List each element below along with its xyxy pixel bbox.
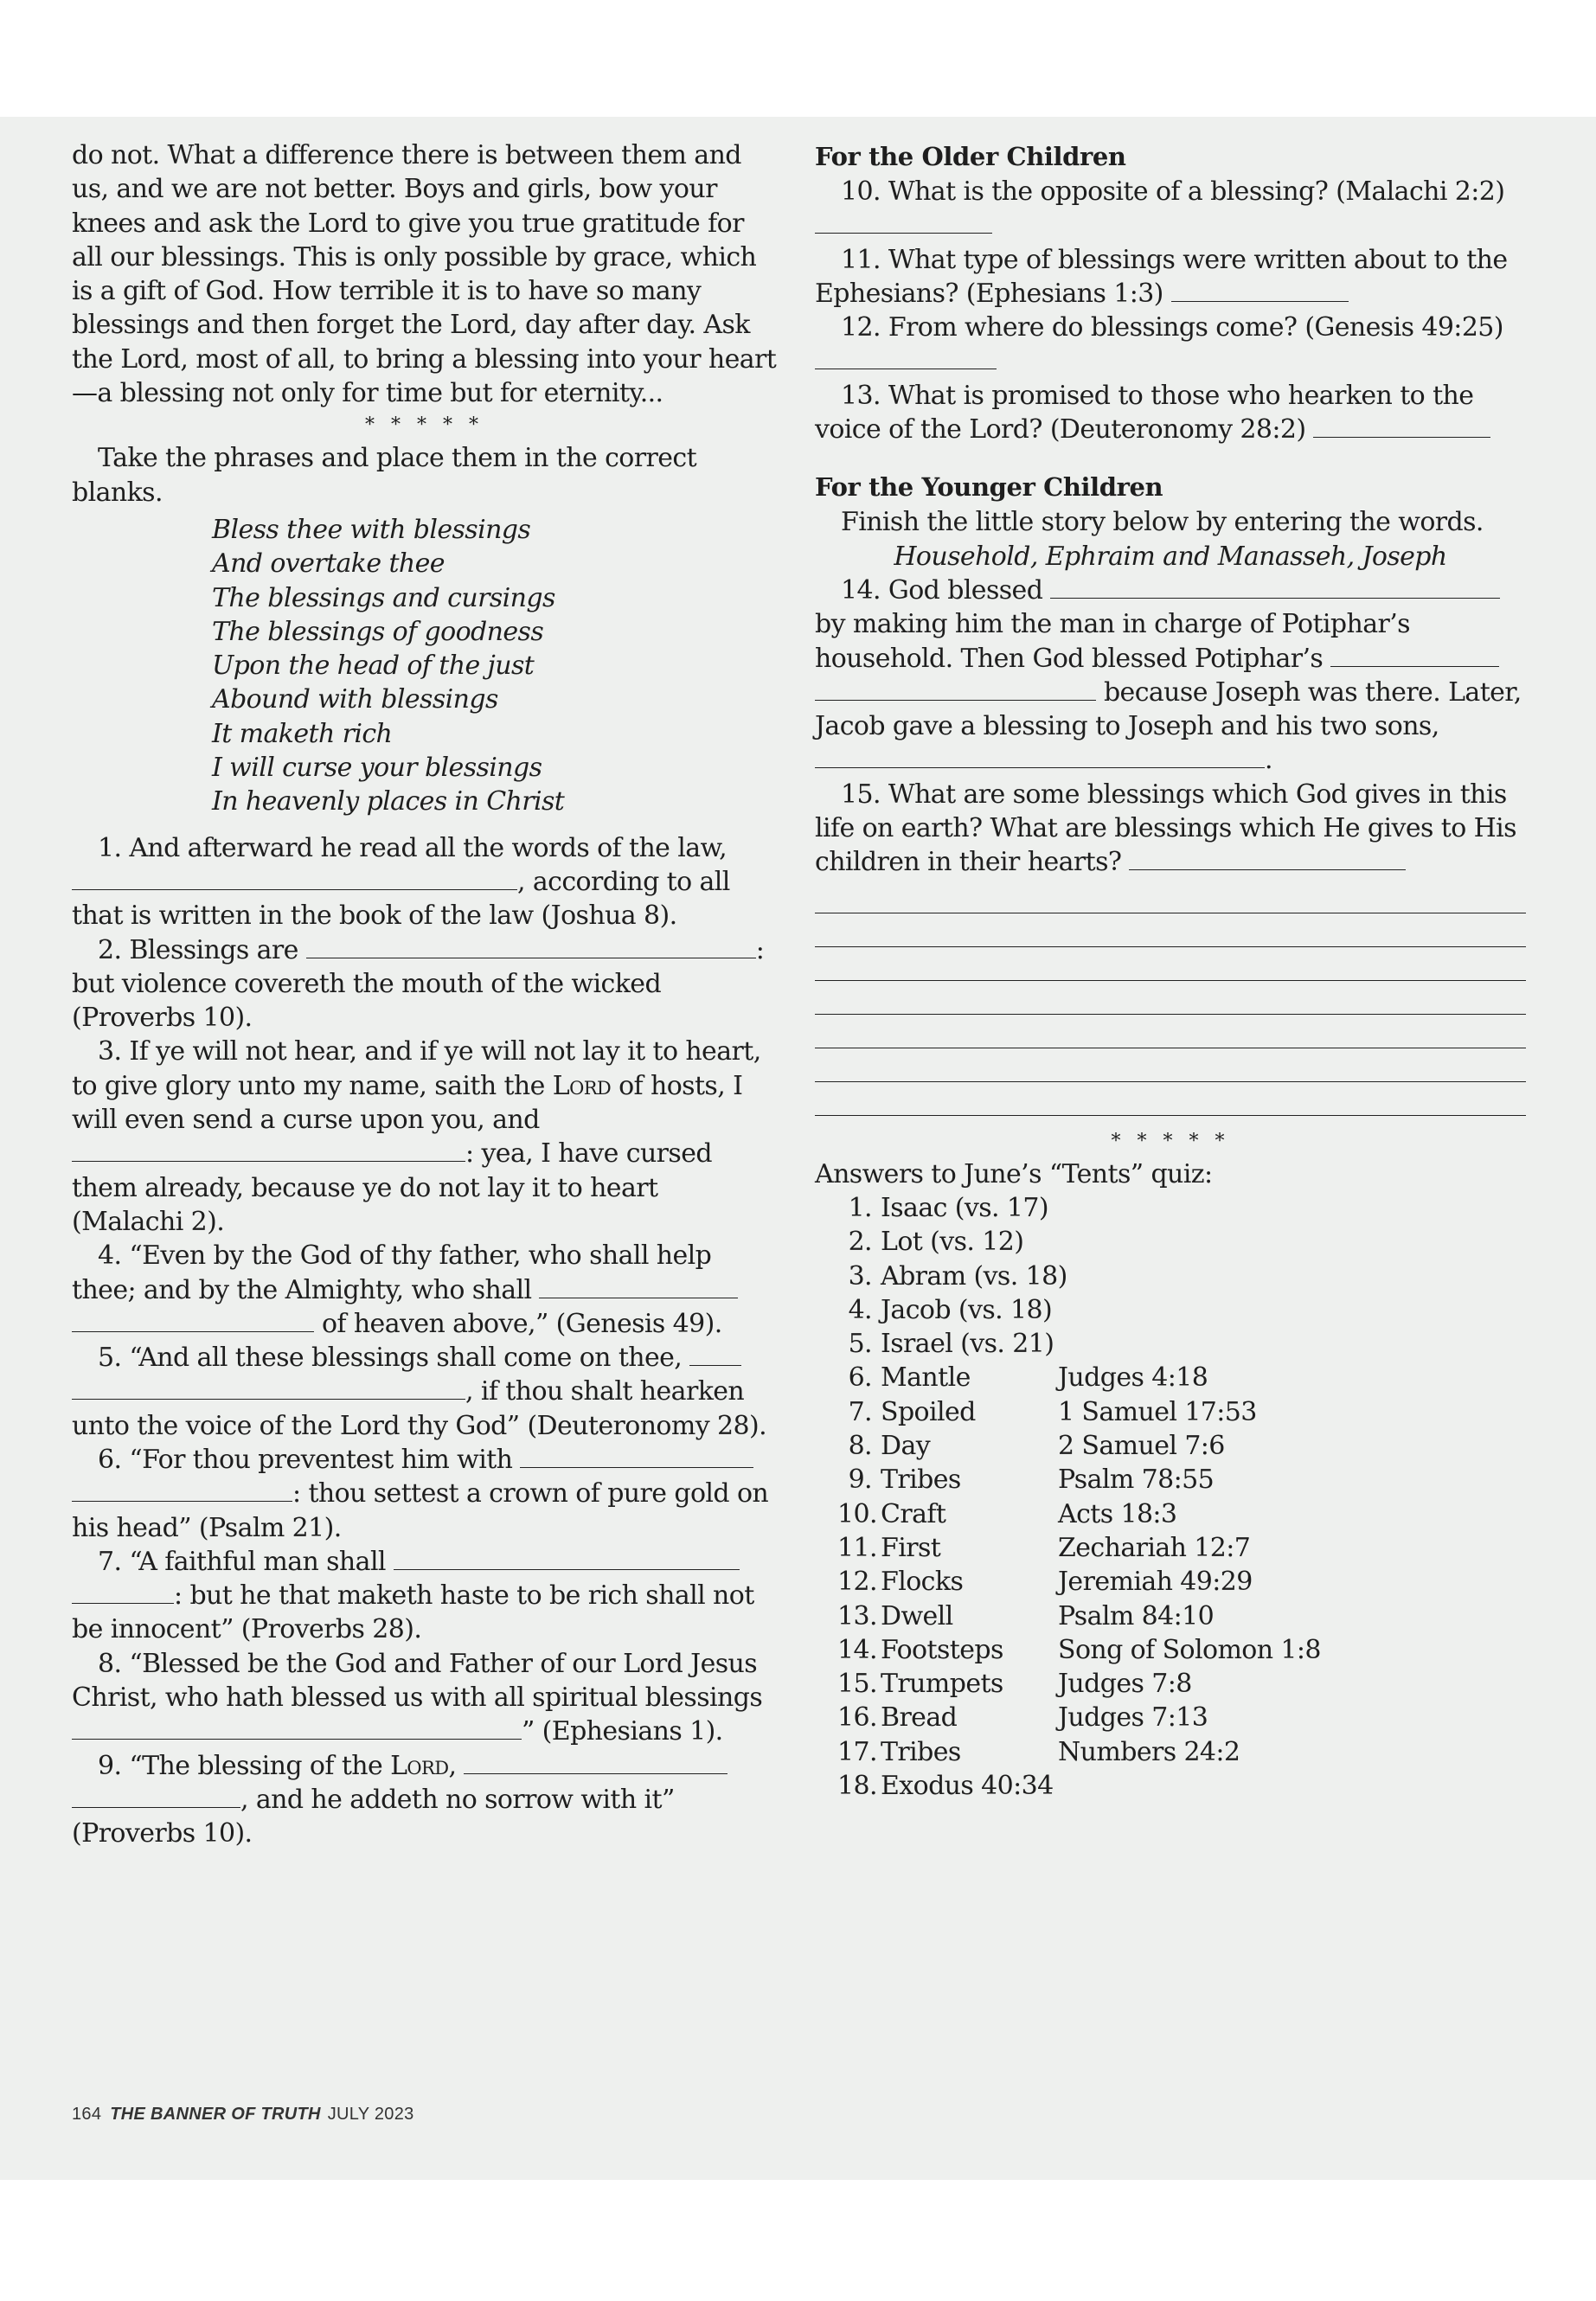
answer-line[interactable] [815, 1082, 1526, 1116]
younger-instruction: Finish the little story below by entering the words. [841, 507, 1484, 538]
phrase-item: It maketh rich [212, 718, 393, 749]
question-2: 2. Blessings are : but violence covereth the mouth of the wicked (Proverbs 10). [72, 934, 765, 1034]
answer-row: 2. Lot (vs. 12) [848, 1227, 1024, 1258]
answer-blank-3[interactable] [72, 1140, 465, 1162]
left-column [72, 138, 777, 1851]
answer-row: 14. Footsteps Song of Solomon 1:8 [837, 1634, 1321, 1665]
page-number: 164 [72, 2105, 102, 2124]
page-footer [72, 2105, 414, 2125]
question-7: 7. “A faithful man shall : but he that maketh haste to be rich shall not be innocent” (Proverbs 28). [72, 1546, 754, 1645]
answer-row: 18. Exodus 40:34 [837, 1770, 1054, 1801]
phrase-item: Upon the head of the just [212, 651, 535, 682]
answer-row: 5. Israel (vs. 21) [848, 1329, 1054, 1360]
answer-lines-15 [815, 880, 1526, 1116]
phrase-item: And overtake thee [212, 548, 445, 580]
word-list: Household, Ephraim and Manasseh, Joseph [894, 541, 1447, 572]
answer-blank-7a[interactable] [394, 1548, 740, 1570]
question-9: 9. “The blessing of the Lord, , and he addeth no sorrow with it” (Proverbs 10). [72, 1749, 777, 1851]
answer-blank-4a[interactable] [539, 1277, 738, 1298]
answer-blank-14b[interactable] [1330, 645, 1499, 667]
question-5: 5. “And all these blessings shall come on thee, , if thou shalt hearken unto the voice of the Lord thy God” (Deuteronomy 28). [72, 1343, 767, 1441]
younger-children-heading: For the Younger Children [815, 472, 1163, 503]
intro-paragraph: do not. What a difference there is between them and us, and we are not better. Boys and girls, bow your knees and ask the Lord to give you true gratitude for all our blessings. This is only possible by grace, which is a gift of God. How terrible it is to have so many blessings and then forget the Lord, day after day. Ask the Lord, most of all, to bring a blessing into your heart—a blessing not only for time but for eternity... [72, 140, 777, 409]
answer-line[interactable] [815, 947, 1526, 981]
answer-line[interactable] [815, 913, 1526, 947]
answer-blank-7b[interactable] [72, 1582, 174, 1604]
answer-blank-14c[interactable] [815, 679, 1096, 701]
question-6: 6. “For thou preventest him with : thou settest a crown of pure gold on his head” (Psalm 21). [72, 1444, 769, 1543]
question-4: 4. “Even by the God of thy father, who shall help thee; and by the Almighty, who shall of heaven above,” (Genesis 49). [72, 1239, 777, 1341]
phrase-item: In heavenly places in Christ [212, 786, 565, 817]
answer-row: 6. Mantle Judges 4:18 [848, 1362, 1208, 1394]
question-3: 3. If ye will not hear, and if ye will not lay it to heart, to give glory unto my name, saith the Lord of hosts, I will even send a curse upon you, and : yea, I have cursed them already, because ye do not lay it to heart (Malachi 2). [72, 1036, 761, 1237]
question-12: 12. From where do blessings come? (Genesis 49:25) [815, 311, 1526, 379]
section-divider: * * * * * [365, 414, 484, 437]
answer-blank-9a[interactable] [464, 1753, 727, 1774]
question-11: 11. What type of blessings were written about to the Ephesians? (Ephesians 1:3) [815, 244, 1508, 309]
answer-line[interactable] [815, 880, 1526, 913]
older-children-heading: For the Older Children [815, 142, 1126, 171]
question-10: 10. What is the opposite of a blessing? (Malachi 2:2) [815, 175, 1526, 243]
answer-row: 16. Bread Judges 7:13 [837, 1702, 1208, 1734]
answer-blank-11[interactable] [1171, 280, 1349, 302]
answer-blank-9b[interactable] [72, 1786, 240, 1808]
answer-blank-5b[interactable] [72, 1378, 465, 1400]
answer-blank-6a[interactable] [520, 1446, 753, 1468]
question-8: 8. “Blessed be the God and Father of our Lord Jesus Christ, who hath blessed us with all spiritual blessings ” (Ephesians 1). [72, 1648, 763, 1747]
answer-row: 8. Day 2 Samuel 7:6 [848, 1431, 1225, 1462]
question-1: 1. And afterward he read all the words of the law, , according to all that is written in the book of the law (Joshua 8). [72, 832, 730, 932]
section-divider: * * * * * [1111, 1130, 1230, 1152]
answer-row: 4. Jacob (vs. 18) [848, 1294, 1053, 1325]
phrase-item: The blessings and cursings [212, 582, 555, 613]
phrases-instruction: Take the phrases and place them in the correct blanks. [72, 443, 697, 508]
answer-line[interactable] [815, 1015, 1526, 1048]
answers-list [837, 1191, 1526, 1803]
answer-line[interactable] [815, 981, 1526, 1015]
answer-row: 17. Tribes Numbers 24:2 [837, 1736, 1240, 1767]
answer-blank-1[interactable] [72, 868, 517, 890]
answer-row: 10. Craft Acts 18:3 [837, 1498, 1177, 1529]
answer-row: 13. Dwell Psalm 84:10 [837, 1600, 1215, 1631]
phrase-item: The blessings of goodness [212, 616, 544, 647]
question-13: 13. What is promised to those who hearken to the voice of the Lord? (Deuteronomy 28:2) [815, 379, 1526, 447]
question-14: 14. God blessed by making him the man in charge of Potiphar’s household. Then God blessed Potiphar’s because Joseph was there. Later, Jacob gave a blessing to Joseph and his two sons, . [815, 574, 1522, 776]
answer-row: 3. Abram (vs. 18) [848, 1260, 1067, 1292]
phrase-list [212, 513, 777, 819]
answer-blank-10[interactable] [815, 212, 992, 234]
answer-blank-15[interactable] [1129, 849, 1406, 870]
answer-row: 11. First Zechariah 12:7 [837, 1532, 1251, 1563]
answer-row: 1. Isaac (vs. 17) [848, 1192, 1048, 1223]
question-15: 15. What are some blessings which God gives in this life on earth? What are blessings which He gives to His children in their hearts? [815, 779, 1516, 878]
answer-blank-8[interactable] [72, 1718, 522, 1740]
magazine-title: THE BANNER OF TRUTH [110, 2105, 321, 2124]
answers-title: Answers to June’s “Tents” quiz: [815, 1158, 1213, 1189]
answer-blank-14d[interactable] [815, 747, 1265, 768]
issue-date: JULY 2023 [327, 2105, 414, 2124]
answer-blank-2[interactable] [306, 937, 756, 958]
answer-row: 12. Flocks Jeremiah 49:29 [837, 1567, 1253, 1598]
answer-blank-14a[interactable] [1050, 577, 1500, 599]
phrase-item: I will curse your blessings [212, 753, 542, 784]
answer-row: 15. Trumpets Judges 7:8 [837, 1669, 1192, 1700]
answer-blank-4b[interactable] [72, 1311, 314, 1332]
answer-row: 7. Spoiled 1 Samuel 17:53 [848, 1396, 1257, 1427]
answer-blank-12[interactable] [815, 348, 997, 369]
answer-blank-5a[interactable] [689, 1344, 741, 1366]
phrase-item: Bless thee with blessings [212, 514, 531, 545]
right-column [815, 138, 1526, 1803]
answer-line[interactable] [815, 1048, 1526, 1082]
phrase-item: Abound with blessings [212, 684, 498, 715]
answer-blank-6b[interactable] [72, 1480, 292, 1502]
answer-blank-13[interactable] [1313, 416, 1490, 438]
answer-row: 9. Tribes Psalm 78:55 [848, 1465, 1215, 1496]
